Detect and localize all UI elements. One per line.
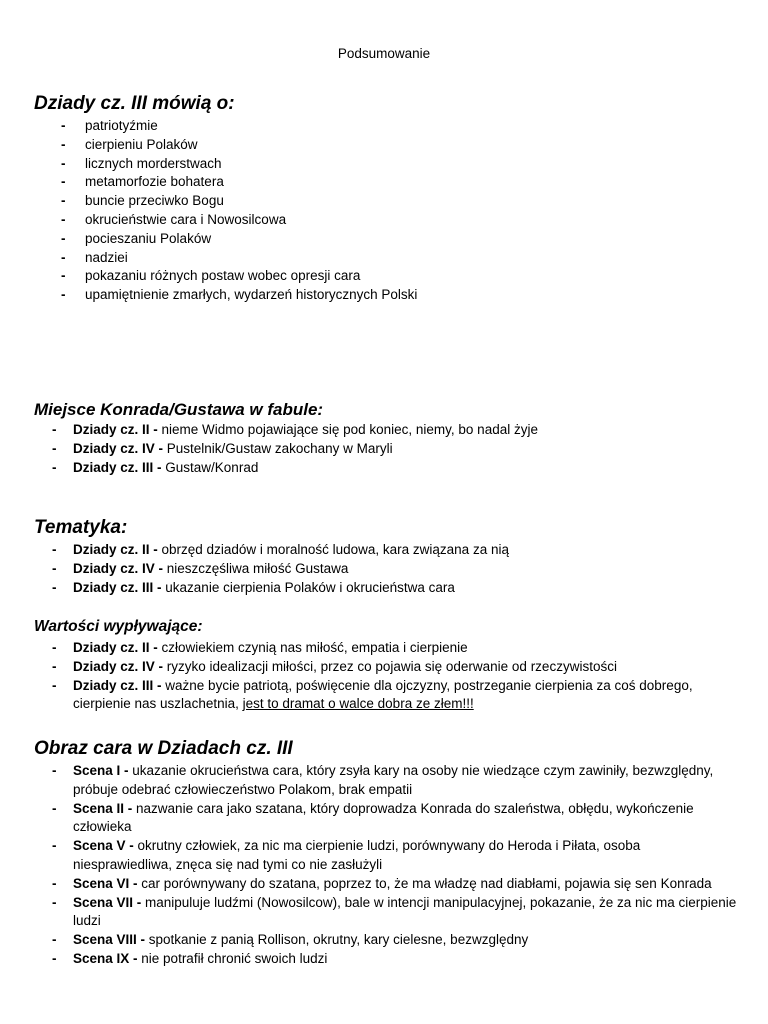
bullet-dash-icon: - [52, 677, 57, 693]
bullet-dash-icon: - [61, 155, 66, 171]
item-label: Scena V - [73, 838, 134, 854]
item-text: człowiekiem czynią nas miłość, empatia i cierpienie [157, 640, 468, 655]
item-label: Dziady cz. II - [73, 542, 158, 557]
list-item [52, 931, 741, 950]
item-text: ukazanie cierpienia Polaków i okrucieństwa cara [161, 579, 455, 595]
list-item [61, 230, 725, 249]
bullet-dash-icon: - [61, 211, 66, 227]
list-item [52, 421, 741, 440]
bullet-dash-icon: - [52, 932, 57, 948]
bullet-dash-icon: - [61, 230, 66, 246]
bullet-dash-icon: - [61, 118, 66, 133]
list-item-text: buncie przeciwko Bogu [85, 193, 224, 209]
item-text: nieme Widmo pojawiające się pod koniec, niemy, bo nadal żyje [157, 422, 538, 437]
list-mowia [61, 117, 725, 305]
item-text: ukazanie okrucieństwa cara, który zsyła kary na osoby nie wiedzące czym zawiniły, bezwzględny, próbuje odebrać człowieczeństwo Polakom, brak empatii [73, 763, 714, 797]
bullet-dash-icon: - [52, 838, 57, 854]
bullet-dash-icon: - [61, 193, 66, 209]
bullet-dash-icon: - [52, 542, 57, 557]
bullet-dash-icon: - [52, 440, 57, 456]
list-item [52, 875, 741, 894]
list-item [61, 286, 725, 305]
page-title: Podsumowanie [337, 46, 431, 61]
section-heading-obraz: Obraz cara w Dziadach cz. III [34, 738, 293, 759]
list-item-text: okrucieństwie cara i Nowosilcowa [85, 211, 287, 227]
item-label: Scena II - [73, 800, 133, 816]
item-label: Scena VI - [73, 875, 138, 891]
item-label: Scena IX - [73, 950, 138, 966]
list-item [52, 658, 741, 677]
bullet-dash-icon: - [52, 875, 57, 891]
list-item [52, 800, 741, 838]
section-heading-wartosci: Wartości wypływające: [34, 618, 203, 635]
list-item [61, 136, 725, 155]
list-item [61, 173, 725, 192]
list-item [52, 459, 741, 478]
list-item [52, 762, 741, 800]
list-wartosci [52, 639, 741, 714]
bullet-dash-icon: - [61, 287, 66, 303]
bullet-dash-icon: - [61, 174, 66, 190]
bullet-dash-icon: - [52, 579, 57, 595]
list-item [52, 837, 741, 875]
list-item [61, 267, 725, 286]
bullet-dash-icon: - [52, 459, 57, 475]
list-item-text: nadziei [85, 249, 128, 265]
section-heading-mowia: Dziady cz. III mówią o: [34, 93, 235, 114]
bullet-dash-icon: - [52, 800, 57, 816]
item-text: spotkanie z panią Rollison, okrutny, kary cielesne, bezwzględny [145, 932, 529, 948]
bullet-dash-icon: - [61, 249, 66, 265]
list-item [52, 677, 741, 715]
list-item [52, 894, 741, 932]
bullet-dash-icon: - [52, 658, 57, 674]
list-item-text: licznych morderstwach [85, 155, 222, 171]
item-text: Pustelnik/Gustaw zakochany w Maryli [163, 440, 393, 456]
list-item [52, 560, 741, 579]
item-label: Dziady cz. II - [73, 640, 158, 655]
item-label: Dziady cz. II - [73, 422, 158, 437]
item-text: Gustaw/Konrad [161, 459, 259, 475]
item-underlined-text: jest to dramat o walce dobra ze złem!!! [242, 696, 474, 712]
section-heading-miejsce: Miejsce Konrada/Gustawa w fabule: [34, 400, 324, 419]
item-text: obrzęd dziadów i moralność ludowa, kara związana za nią [157, 542, 509, 557]
item-label: Dziady cz. III - [73, 677, 162, 693]
item-label: Scena VII - [73, 894, 142, 910]
item-text: car porównywany do szatana, poprzez to, że ma władzę nad diabłami, pojawia się sen Konrada [137, 875, 712, 891]
list-obraz [52, 762, 741, 969]
item-label: Dziady cz. IV - [73, 560, 164, 576]
item-label: Scena VIII - [73, 932, 146, 948]
item-text: ważne bycie patriotą, poświęcenie dla ojczyzny, postrzeganie cierpienia za coś dobrego, cierpienie nas uszlachetnia, [73, 677, 693, 712]
list-item-text: pocieszaniu Polaków [85, 230, 212, 246]
item-text: nie potrafił chronić swoich ludzi [137, 950, 328, 966]
list-item-text: patriotyźmie [85, 118, 158, 133]
bullet-dash-icon: - [52, 950, 57, 966]
list-item [52, 541, 741, 560]
list-item [61, 155, 725, 174]
bullet-dash-icon: - [52, 422, 57, 437]
list-item-text: upamiętnienie zmarłych, wydarzeń historycznych Polski [85, 287, 418, 303]
bullet-dash-icon: - [52, 894, 57, 910]
list-item [52, 440, 741, 459]
bullet-dash-icon: - [52, 763, 57, 778]
list-item [52, 950, 741, 969]
list-item-text: pokazaniu różnych postaw wobec opresji cara [85, 268, 361, 284]
bullet-dash-icon: - [52, 560, 57, 576]
item-text: manipuluje ludźmi (Nowosilcow), bale w intencji manipulacyjnej, pokazanie, że za nic ma cierpienie ludzi [73, 894, 737, 929]
bullet-dash-icon: - [61, 268, 66, 284]
bullet-dash-icon: - [61, 136, 66, 152]
item-label: Dziady cz. IV - [73, 440, 164, 456]
list-item [52, 579, 741, 598]
item-text: nazwanie cara jako szatana, który doprowadza Konrada do szaleństwa, obłędu, wykończenie człowieka [73, 800, 694, 835]
item-label: Scena I - [73, 763, 129, 778]
list-item [61, 192, 725, 211]
item-label: Dziady cz. IV - [73, 658, 164, 674]
list-miejsce [52, 421, 741, 477]
list-item [61, 249, 725, 268]
item-text: okrutny człowiek, za nic ma cierpienie ludzi, porównywany do Heroda i Piłata, osoba niesprawiedliwa, znęca się nad tymi co nie zasłużyli [73, 838, 641, 872]
list-tematyka [52, 541, 741, 597]
item-label: Dziady cz. III - [73, 579, 162, 595]
item-label: Dziady cz. III - [73, 459, 162, 475]
item-text: ryzyko idealizacji miłości, przez co pojawia się oderwanie od rzeczywistości [163, 658, 617, 674]
list-item [61, 211, 725, 230]
section-heading-tematyka: Tematyka: [34, 517, 128, 538]
list-item [61, 117, 725, 136]
list-item-text: metamorfozie bohatera [85, 174, 224, 190]
list-item [52, 639, 741, 658]
bullet-dash-icon: - [52, 640, 57, 655]
list-item-text: cierpieniu Polaków [85, 136, 198, 152]
item-text: nieszczęśliwa miłość Gustawa [163, 560, 349, 576]
